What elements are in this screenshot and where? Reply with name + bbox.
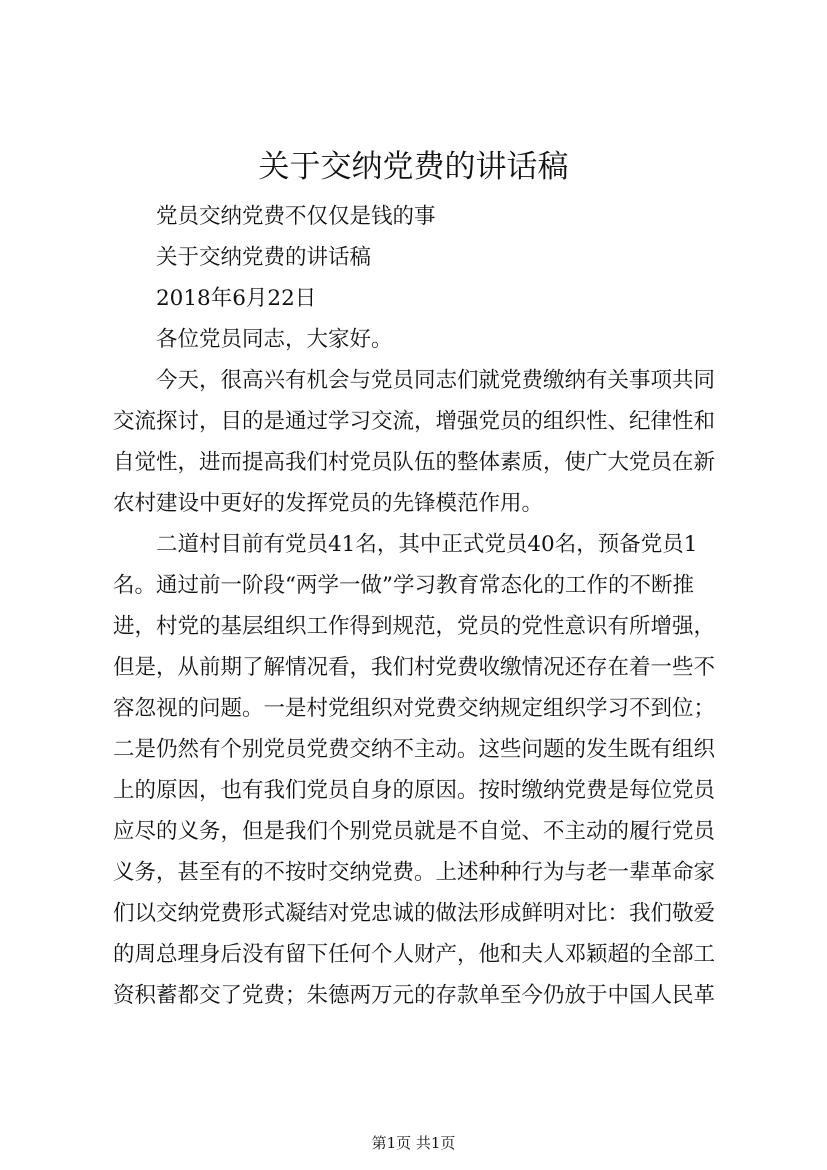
paragraph-2-line: 二道村目前有党员41名，其中正式党员40名，预备党员1	[156, 532, 698, 557]
document-body	[113, 196, 725, 1016]
paragraph-1-line: 交流探讨，目的是通过学习交流，增强党员的组织性、纪律性和	[113, 409, 716, 434]
page-footer: 第1页 共1页	[371, 1134, 456, 1152]
paragraph-2-line: 上的原因，也有我们党员自身的原因。按时缴纳党费是每位党员	[113, 778, 716, 803]
paragraph-2-line: 容忽视的问题。一是村党组织对党费交纳规定组织学习不到位；	[113, 696, 716, 721]
paragraph-1-line: 农村建设中更好的发挥党员的先锋模范作用。	[113, 491, 544, 516]
paragraph-2-line: 进，村党的基层组织工作得到规范，党员的党性意识有所增强，	[113, 614, 716, 639]
greeting-line: 各位党员同志，大家好。	[156, 327, 393, 352]
paragraph-2-line: 义务，甚至有的不按时交纳党费。上述种种行为与老一辈革命家	[113, 860, 716, 885]
paragraph-1-line: 自觉性，进而提高我们村党员队伍的整体素质，使广大党员在新	[113, 450, 716, 475]
paragraph-2-line: 但是，从前期了解情况看，我们村党费收缴情况还存在着一些不	[113, 655, 716, 680]
paragraph-2-line: 的周总理身后没有留下任何个人财产，他和夫人邓颖超的全部工	[113, 942, 716, 967]
paragraph-2-line: 们以交纳党费形式凝结对党忠诚的做法形成鲜明对比：我们敬爱	[113, 901, 716, 926]
paragraph-2-line: 资积蓄都交了党费；朱德两万元的存款单至今仍放于中国人民革	[113, 983, 716, 1008]
paragraph-2-line: 二是仍然有个别党员党费交纳不主动。这些问题的发生既有组织	[113, 737, 716, 762]
subtitle-line: 党员交纳党费不仅仅是钱的事	[156, 204, 436, 229]
speech-title-line: 关于交纳党费的讲话稿	[156, 245, 372, 270]
paragraph-2-line: 应尽的义务，但是我们个别党员就是不自觉、不主动的履行党员	[113, 819, 716, 844]
date-line: 2018年6月22日	[156, 286, 317, 311]
document-title: 关于交纳党费的讲话稿	[258, 149, 569, 185]
paragraph-1-line: 今天，很高兴有机会与党员同志们就党费缴纳有关事项共同	[156, 368, 716, 393]
paragraph-2-line: 名。通过前一阶段“两学一做”学习教育常态化的工作的不断推	[113, 573, 694, 598]
